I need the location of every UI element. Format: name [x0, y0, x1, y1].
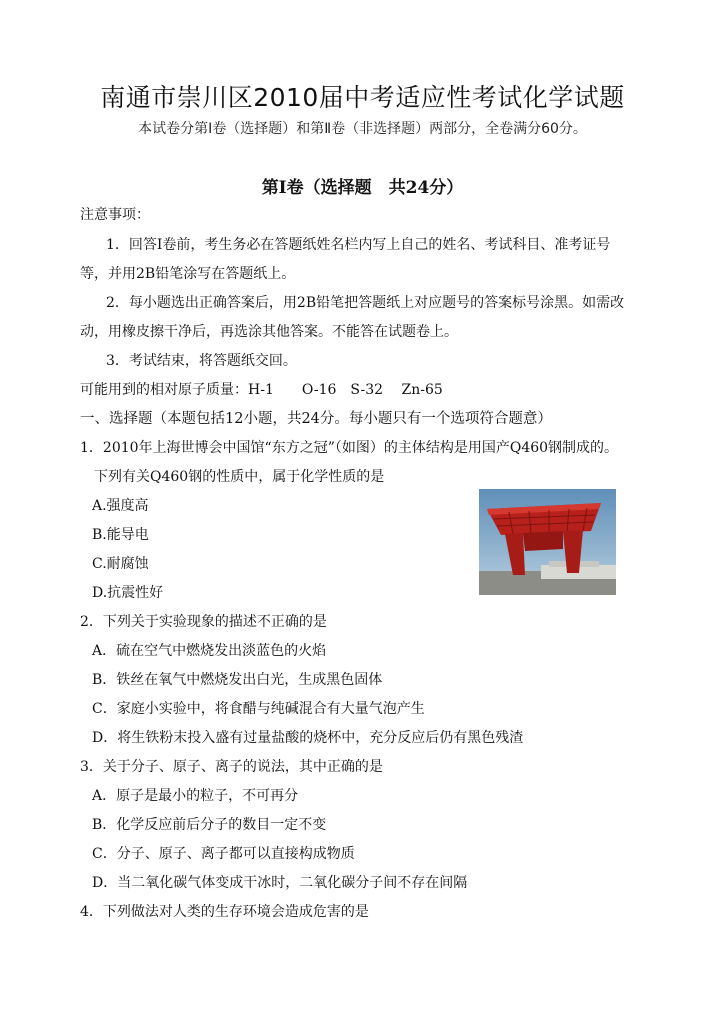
- note-line: 动，用橡皮擦干净后，再选涂其他答案。不能答在试题卷上。: [80, 324, 458, 340]
- atomic-mass-line: 可能用到的相对原子质量：H-1 O-16 S-32 Zn-65: [80, 382, 443, 398]
- answer-option: D.抗震性好: [92, 585, 164, 601]
- question-stem: 2．下列关于实验现象的描述不正确的是: [80, 614, 327, 630]
- notes-heading: 注意事项：: [80, 207, 150, 223]
- note-line: 2．每小题选出正确答案后，用2B铅笔把答题纸上对应题号的答案标号涂黑。如需改: [106, 295, 625, 311]
- answer-option: B．铁丝在氧气中燃烧发出白光，生成黑色固体: [92, 672, 383, 688]
- exam-subtitle: 本试卷分第Ⅰ卷（选择题）和第Ⅱ卷（非选择题）两部分，全卷满分60分。: [138, 121, 587, 137]
- answer-option: A．硫在空气中燃烧发出淡蓝色的火焰: [92, 643, 327, 659]
- answer-option: D．当二氧化碳气体变成干冰时，二氧化碳分子间不存在间隔: [92, 875, 468, 891]
- answer-option: B.能导电: [92, 527, 149, 543]
- question-stem: 下列有关Q460钢的性质中，属于化学性质的是: [94, 469, 385, 485]
- note-line: 等，并用2B铅笔涂写在答题纸上。: [80, 266, 296, 282]
- answer-option: D．将生铁粉末投入盛有过量盐酸的烧杯中，充分反应后仍有黑色残渣: [92, 730, 524, 746]
- note-line: 3．考试结束，将答题纸交回。: [106, 353, 297, 369]
- question-stem: 4．下列做法对人类的生存环境会造成危害的是: [80, 904, 369, 920]
- note-line: 1．回答Ⅰ卷前，考生务必在答题纸姓名栏内写上自己的姓名、考试科目、准考证号: [106, 237, 611, 253]
- china-pavilion-photo: [479, 489, 616, 595]
- answer-option: C．家庭小实验中，将食醋与纯碱混合有大量气泡产生: [92, 701, 425, 717]
- answer-option: A．原子是最小的粒子，不可再分: [92, 788, 299, 804]
- part-title: 第Ⅰ卷（选择题 共24分）: [261, 178, 464, 198]
- answer-option: A.强度高: [92, 498, 149, 514]
- answer-option: B．化学反应前后分子的数目一定不变: [92, 817, 327, 833]
- section-heading: 一、选择题（本题包括12小题，共24分。每小题只有一个选项符合题意）: [80, 411, 552, 427]
- question-stem: 3．关于分子、原子、离子的说法，其中正确的是: [80, 759, 383, 775]
- page-title: 南通市崇川区2010届中考适应性考试化学试题: [100, 83, 625, 112]
- answer-option: C．分子、原子、离子都可以直接构成物质: [92, 846, 355, 862]
- question-stem: 1．2010年上海世博会中国馆“东方之冠”（如图）的主体结构是用国产Q460钢制成的。: [80, 440, 619, 456]
- answer-option: C.耐腐蚀: [92, 556, 149, 572]
